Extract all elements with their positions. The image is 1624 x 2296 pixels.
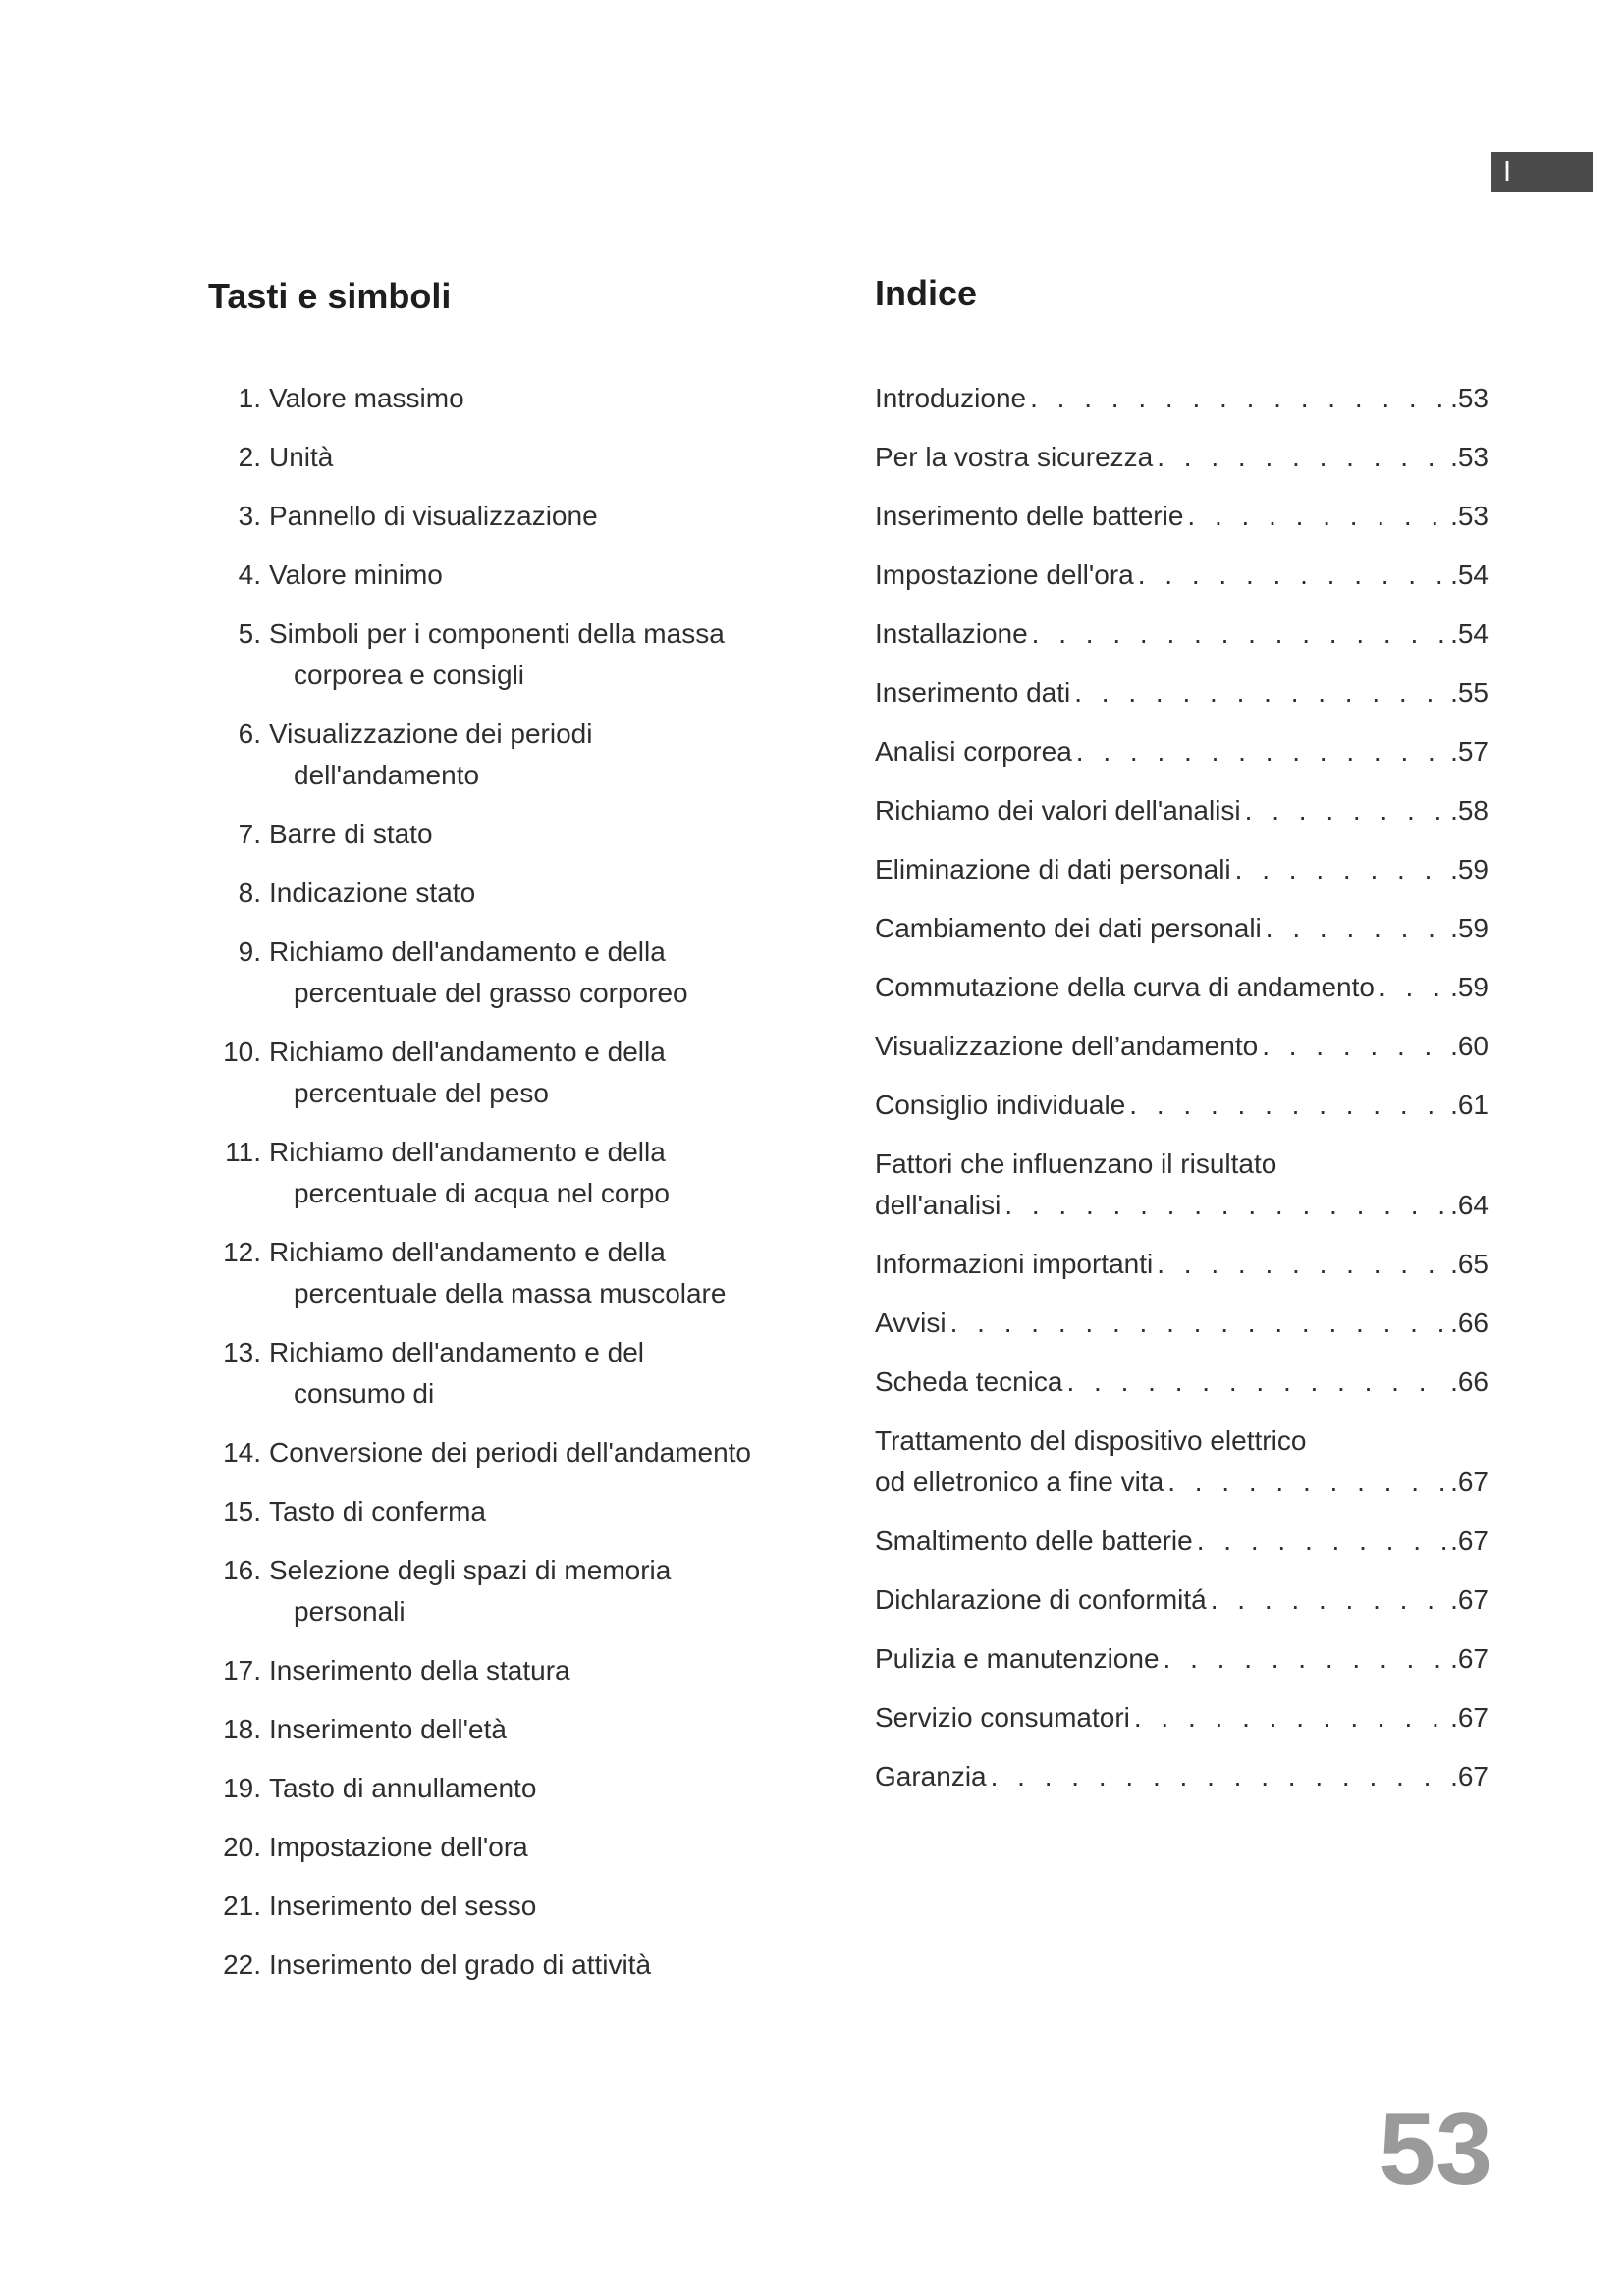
- section-title-index: Indice: [875, 273, 978, 313]
- toc-leader-dots: [1157, 437, 1446, 478]
- list-item: [208, 1332, 797, 1415]
- toc-entry[interactable]: [875, 908, 1489, 949]
- list-item-label: Inserimento del sesso: [269, 1891, 537, 1921]
- list-item: [208, 496, 797, 537]
- toc-leader-dots: [991, 1756, 1446, 1797]
- list-item-label: Inserimento del grado di attività: [269, 1949, 652, 1980]
- toc-entry-title: Analisi corporea: [875, 736, 1072, 767]
- list-item-label: Valore minimo: [269, 560, 443, 590]
- section-title-keys-symbols: Tasti e simboli: [208, 276, 452, 316]
- toc-entry-page: .67: [1450, 1702, 1489, 1733]
- list-item-label-continued: percentuale del grasso corporeo: [294, 978, 688, 1008]
- toc-entry-title: Scheda tecnica: [875, 1366, 1063, 1397]
- toc-entry[interactable]: [875, 1303, 1489, 1344]
- toc-leader-dots: [1129, 1085, 1446, 1126]
- toc-entry-page: .67: [1450, 1643, 1489, 1674]
- toc-leader-dots: [1030, 378, 1446, 419]
- toc-entry-page: .59: [1450, 854, 1489, 884]
- list-item-label: Richiamo dell'andamento e della: [269, 1237, 666, 1267]
- list-item-label-continued: consumo di: [294, 1378, 435, 1409]
- list-item-label-continued: percentuale di acqua nel corpo: [294, 1178, 670, 1208]
- list-item: [208, 1709, 797, 1750]
- language-tab: I: [1491, 152, 1593, 192]
- toc-entry-title-line1: Fattori che influenzano il risultato: [875, 1148, 1277, 1179]
- toc-entry-title: od elletronico a fine vita: [875, 1467, 1164, 1497]
- toc-entry-title: Cambiamento dei dati personali: [875, 913, 1262, 943]
- list-item-label: Tasto di conferma: [269, 1496, 486, 1526]
- list-item-label: Conversione dei periodi dell'andamento: [269, 1437, 751, 1468]
- toc-entry[interactable]: [875, 672, 1489, 714]
- toc-entry[interactable]: [875, 1026, 1489, 1067]
- list-item-label: Barre di stato: [269, 819, 433, 849]
- list-item-label: Valore massimo: [269, 383, 464, 413]
- list-item-label: Richiamo dell'andamento e del: [269, 1337, 645, 1367]
- toc-leader-dots: [1379, 967, 1446, 1008]
- table-of-contents: [875, 378, 1489, 1815]
- toc-leader-dots: [1211, 1579, 1446, 1621]
- list-item-number: 8.: [238, 878, 261, 908]
- list-item: [208, 614, 797, 696]
- toc-entry[interactable]: [875, 437, 1489, 478]
- toc-entry[interactable]: [875, 731, 1489, 773]
- list-item: [208, 1768, 797, 1809]
- toc-leader-dots: [1032, 614, 1446, 655]
- toc-leader-dots: [1138, 555, 1446, 596]
- toc-entry-title: Inserimento dati: [875, 677, 1071, 708]
- list-item-label-continued: personali: [294, 1596, 406, 1627]
- toc-entry-title: Servizio consumatori: [875, 1702, 1130, 1733]
- list-item: [208, 1550, 797, 1632]
- toc-entry-title: Pulizia e manutenzione: [875, 1643, 1160, 1674]
- toc-entry-title: Installazione: [875, 618, 1028, 649]
- toc-entry-title: Informazioni importanti: [875, 1249, 1154, 1279]
- toc-entry-title: Avvisi: [875, 1308, 947, 1338]
- list-item-label-continued: dell'andamento: [294, 760, 480, 790]
- toc-entry-page: .59: [1450, 972, 1489, 1002]
- list-item: [208, 437, 797, 478]
- toc-entry[interactable]: [875, 1085, 1489, 1126]
- toc-entry-title: Garanzia: [875, 1761, 987, 1791]
- toc-leader-dots: [1245, 790, 1446, 831]
- toc-entry[interactable]: [875, 1579, 1489, 1621]
- page-number: 53: [1379, 2093, 1492, 2207]
- toc-entry-page: .55: [1450, 677, 1489, 708]
- list-item-number: 5.: [238, 618, 261, 649]
- toc-entry[interactable]: [875, 1420, 1489, 1503]
- list-item-label: Impostazione dell'ora: [269, 1832, 528, 1862]
- toc-entry-page: .53: [1450, 442, 1489, 472]
- toc-entry[interactable]: [875, 790, 1489, 831]
- toc-entry-page: .67: [1450, 1584, 1489, 1615]
- list-item-number: 4.: [238, 560, 261, 590]
- list-item-label: Pannello di visualizzazione: [269, 501, 598, 531]
- list-item-label: Unità: [269, 442, 334, 472]
- list-item-number: 16.: [223, 1555, 261, 1585]
- list-item: [208, 1945, 797, 1986]
- list-item: [208, 932, 797, 1014]
- toc-entry-title: Visualizzazione dell’andamento: [875, 1031, 1259, 1061]
- list-item-label-continued: corporea e consigli: [294, 660, 525, 690]
- list-item: [208, 378, 797, 419]
- toc-entry-page: .66: [1450, 1308, 1489, 1338]
- toc-entry-title: Smaltimento delle batterie: [875, 1525, 1193, 1556]
- toc-entry[interactable]: [875, 1756, 1489, 1797]
- toc-entry[interactable]: [875, 1144, 1489, 1226]
- list-item-number: 20.: [223, 1832, 261, 1862]
- list-item: [208, 555, 797, 596]
- list-item-label: Richiamo dell'andamento e della: [269, 1037, 666, 1067]
- list-item: [208, 1886, 797, 1927]
- list-item-number: 1.: [238, 383, 261, 413]
- toc-entry-page: .67: [1450, 1525, 1489, 1556]
- toc-leader-dots: [1066, 1362, 1446, 1403]
- toc-entry-title-line1: Trattamento del dispositivo elettrico: [875, 1425, 1307, 1456]
- list-item-number: 12.: [223, 1237, 261, 1267]
- list-item: [208, 1650, 797, 1691]
- toc-entry[interactable]: [875, 1521, 1489, 1562]
- list-item-label: Tasto di annullamento: [269, 1773, 537, 1803]
- toc-entry-title: Inserimento delle batterie: [875, 501, 1184, 531]
- list-item: [208, 1827, 797, 1868]
- toc-entry[interactable]: [875, 967, 1489, 1008]
- toc-entry-page: .60: [1450, 1031, 1489, 1061]
- toc-entry[interactable]: [875, 1697, 1489, 1738]
- toc-entry[interactable]: [875, 614, 1489, 655]
- toc-leader-dots: [1262, 1026, 1446, 1067]
- list-item-label: Richiamo dell'andamento e della: [269, 936, 666, 967]
- toc-leader-dots: [1134, 1697, 1446, 1738]
- list-item-label: Visualizzazione dei periodi: [269, 719, 593, 749]
- list-item-number: 13.: [223, 1337, 261, 1367]
- list-item-number: 18.: [223, 1714, 261, 1744]
- list-item-label: Inserimento della statura: [269, 1655, 570, 1685]
- toc-leader-dots: [1266, 908, 1446, 949]
- toc-entry-title: Consiglio individuale: [875, 1090, 1126, 1120]
- toc-entry-page: .64: [1450, 1190, 1489, 1220]
- list-item-number: 19.: [223, 1773, 261, 1803]
- list-item-number: 15.: [223, 1496, 261, 1526]
- toc-leader-dots: [950, 1303, 1446, 1344]
- list-item-label: Simboli per i componenti della massa: [269, 618, 725, 649]
- toc-leader-dots: [1157, 1244, 1446, 1285]
- toc-entry-title: Impostazione dell'ora: [875, 560, 1134, 590]
- toc-entry-title: Introduzione: [875, 383, 1027, 413]
- toc-leader-dots: [1004, 1185, 1446, 1226]
- toc-leader-dots: [1187, 496, 1446, 537]
- toc-entry-title: Per la vostra sicurezza: [875, 442, 1154, 472]
- list-item: [208, 1032, 797, 1114]
- toc-entry[interactable]: [875, 555, 1489, 596]
- toc-leader-dots: [1076, 731, 1446, 773]
- list-item-number: 9.: [238, 936, 261, 967]
- toc-entry-page: .53: [1450, 383, 1489, 413]
- list-item-number: 14.: [223, 1437, 261, 1468]
- toc-entry[interactable]: [875, 849, 1489, 890]
- toc-entry[interactable]: [875, 378, 1489, 419]
- toc-entry[interactable]: [875, 1638, 1489, 1680]
- list-item: [208, 1232, 797, 1314]
- list-item-number: 11.: [225, 1137, 261, 1167]
- list-item-number: 3.: [238, 501, 261, 531]
- toc-entry-page: .53: [1450, 501, 1489, 531]
- toc-entry-title: Eliminazione di dati personali: [875, 854, 1231, 884]
- toc-entry-page: .66: [1450, 1366, 1489, 1397]
- toc-entry-title: dell'analisi: [875, 1190, 1001, 1220]
- list-item-label-continued: percentuale della massa muscolare: [294, 1278, 727, 1308]
- keys-symbols-list: [208, 378, 797, 2003]
- list-item-number: 2.: [238, 442, 261, 472]
- toc-leader-dots: [1167, 1462, 1446, 1503]
- toc-leader-dots: [1164, 1638, 1447, 1680]
- list-item: [208, 873, 797, 914]
- list-item: [208, 1432, 797, 1473]
- toc-leader-dots: [1235, 849, 1446, 890]
- toc-entry[interactable]: [875, 1362, 1489, 1403]
- toc-entry-page: .54: [1450, 618, 1489, 649]
- toc-leader-dots: [1197, 1521, 1446, 1562]
- list-item-label: Richiamo dell'andamento e della: [269, 1137, 666, 1167]
- toc-entry-page: .67: [1450, 1761, 1489, 1791]
- list-item: [208, 1132, 797, 1214]
- toc-entry-title: Dichlarazione di conformitá: [875, 1584, 1207, 1615]
- toc-entry-page: .61: [1450, 1090, 1489, 1120]
- list-item: [208, 814, 797, 855]
- list-item-number: 22.: [223, 1949, 261, 1980]
- list-item-label: Selezione degli spazi di memoria: [269, 1555, 672, 1585]
- toc-entry-page: .65: [1450, 1249, 1489, 1279]
- toc-entry-page: .67: [1450, 1467, 1489, 1497]
- list-item-number: 17.: [223, 1655, 261, 1685]
- list-item: [208, 714, 797, 796]
- toc-entry-page: .57: [1450, 736, 1489, 767]
- toc-entry-page: .54: [1450, 560, 1489, 590]
- toc-entry-title: Commutazione della curva di andamento: [875, 972, 1375, 1002]
- list-item-number: 7.: [238, 819, 261, 849]
- toc-entry-title: Richiamo dei valori dell'analisi: [875, 795, 1241, 826]
- list-item: [208, 1491, 797, 1532]
- toc-entry[interactable]: [875, 496, 1489, 537]
- list-item-number: 6.: [238, 719, 261, 749]
- toc-entry-page: .59: [1450, 913, 1489, 943]
- toc-leader-dots: [1074, 672, 1446, 714]
- toc-entry[interactable]: [875, 1244, 1489, 1285]
- toc-entry-page: .58: [1450, 795, 1489, 826]
- list-item-label: Inserimento dell'età: [269, 1714, 507, 1744]
- list-item-number: 21.: [223, 1891, 261, 1921]
- list-item-number: 10.: [223, 1037, 261, 1067]
- list-item-label: Indicazione stato: [269, 878, 476, 908]
- list-item-label-continued: percentuale del peso: [294, 1078, 549, 1108]
